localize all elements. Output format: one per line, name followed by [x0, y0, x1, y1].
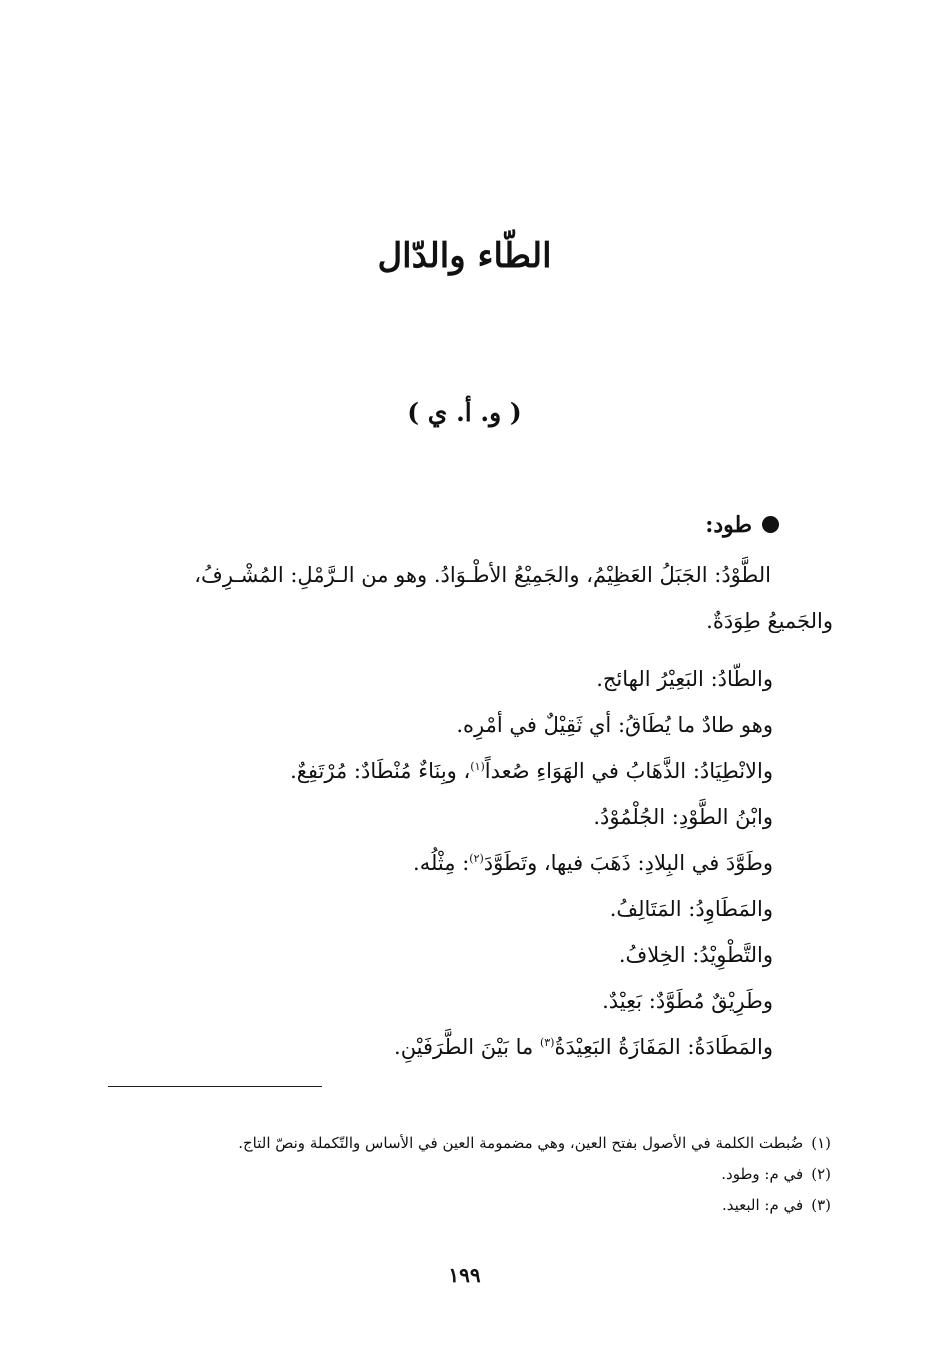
- footnote-text: في م: وطود.: [721, 1165, 804, 1183]
- footnote-number: (٢): [811, 1165, 831, 1183]
- entry-line: [133, 794, 773, 840]
- footnote-ref: (٢): [469, 852, 484, 865]
- footnote-divider: [108, 1086, 322, 1087]
- line-text: ، وبِنَاءٌ مُنْطَادٌ: مُرْتَفِعٌ.: [290, 759, 471, 783]
- lead-line-1: الطَّوْدُ: الجَبَلُ العَظِيْمُ، والجَمِيْعُ الأطْـوَادُ. وهو من الـرَّمْلِ: المُشْـرِفُ،: [194, 563, 771, 587]
- footnote-number: (١): [811, 1134, 831, 1152]
- entry-line: [133, 702, 773, 748]
- footnote: [91, 1159, 831, 1190]
- line-text: ما بَيْنَ الطَّرَفَيْنِ.: [394, 1035, 540, 1059]
- line-text: والمَطَاوِدُ: المَتَالِفُ.: [609, 897, 773, 921]
- footnote-number: (٣): [811, 1196, 831, 1214]
- page-number: ١٩٩: [448, 1263, 481, 1287]
- line-text: : مِثْلُه.: [413, 851, 470, 875]
- line-text: وابْنُ الطَّوْدِ: الجُلْمُوْدُ.: [593, 805, 773, 829]
- line-text: وطَوَّدَ في البِلادِ: ذَهَبَ فيها، وتَطَوَّدَ: [483, 851, 773, 875]
- line-text: وطَرِيْقٌ مُطَوَّدٌ: بَعِيْدٌ.: [602, 989, 773, 1013]
- entry-lead-paragraph: [89, 552, 833, 644]
- entry-line: [133, 840, 773, 886]
- footnote: [91, 1128, 831, 1159]
- entry-line: [133, 656, 773, 702]
- headword-text: طود:: [705, 512, 752, 538]
- entry-line: [133, 978, 773, 1024]
- line-text: والطّادُ: البَعِيْرُ الهائج.: [596, 667, 773, 691]
- bullet-icon: [762, 516, 779, 533]
- entry-line: [133, 886, 773, 932]
- footnote-text: في م: البعيد.: [722, 1196, 804, 1214]
- line-text: والتَّطْوِيْدُ: الخِلافُ.: [618, 943, 773, 967]
- entry-lines: [133, 656, 773, 1070]
- line-text: والمَطَادَةُ: المَفَازَةُ البَعِيْدَةُ: [554, 1035, 773, 1059]
- entry-line: [133, 748, 773, 794]
- entry-headword: [705, 512, 779, 538]
- line-text: وهو طادٌ ما يُطَاقُ: أي ثَقِيْلٌ في أمْرِه.: [456, 713, 773, 737]
- letters-heading: ( و. أ. ي ): [407, 398, 522, 427]
- chapter-title: الطّاء والدّال: [377, 236, 552, 276]
- footnote-ref: (٣): [539, 1036, 555, 1049]
- footnote-ref: (١): [470, 760, 485, 773]
- entry-line: [133, 1024, 773, 1070]
- footnote-text: ضُبطت الكلمة في الأصول بفتح العين، وهي مضمومة العين في الأساس والتّكملة ونصّ التاج.: [238, 1134, 804, 1152]
- line-text: والانْطِيَادُ: الذَّهَابُ في الهَوَاءِ صُعداً: [484, 759, 773, 783]
- lead-line-2: والجَميعُ طِوَدَةٌ.: [706, 609, 833, 633]
- footnote: [91, 1190, 831, 1221]
- entry-line: [133, 932, 773, 978]
- footnotes: [91, 1128, 831, 1221]
